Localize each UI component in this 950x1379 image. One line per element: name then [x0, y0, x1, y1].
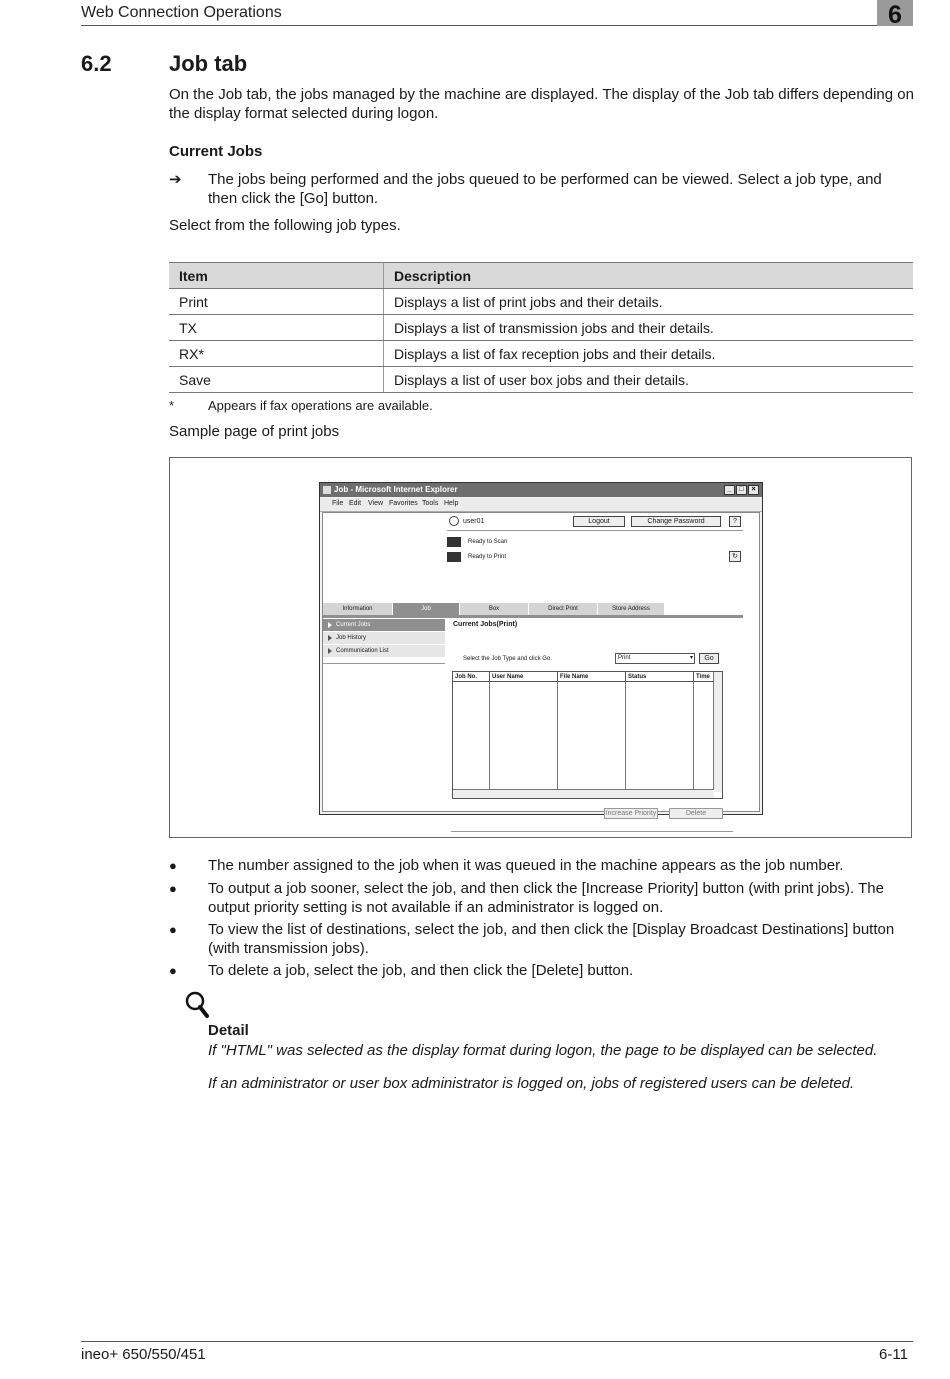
grid-header-job-no: Job No.: [453, 672, 490, 682]
table-cell-item: RX*: [169, 341, 384, 367]
browser-title-bar: [320, 483, 762, 497]
section-title: Job tab: [169, 51, 248, 76]
header-rule: [81, 25, 877, 26]
table-row: [169, 289, 913, 315]
detail-heading: Detail: [208, 1022, 249, 1039]
table-cell-description: Displays a list of print jobs and their details.: [384, 289, 914, 315]
current-jobs-heading: Current Jobs: [169, 143, 263, 160]
bullet-icon: ●: [169, 922, 177, 937]
detail-paragraph: If "HTML" was selected as the display format during logon, the page to be displayed can be selected.: [208, 1042, 878, 1059]
arrow-icon: ➔: [169, 171, 182, 188]
menu-view: View: [368, 500, 384, 507]
grid-header-status: Status: [626, 672, 694, 682]
grid-header-user-name: User Name: [490, 672, 558, 682]
divider: [447, 530, 743, 531]
table-header-item: Item: [169, 263, 384, 289]
printer-icon: [447, 552, 461, 562]
bullet-text: To output a job sooner, select the job, and then click the [Increase Priority] button (with print jobs). The output priority setting is not available if an administrator is logged on.: [208, 880, 884, 916]
jobs-grid: [452, 671, 723, 799]
menu-favorites: Favorites: [389, 500, 418, 507]
select-label: Select the Job Type and click Go.: [463, 656, 552, 662]
menu-help: Help: [444, 500, 459, 507]
menu-edit: Edit: [349, 500, 362, 507]
tab-direct-print: Direct Print: [529, 603, 598, 615]
tab-store-address: Store Address: [598, 603, 665, 615]
intro-paragraph: On the Job tab, the jobs managed by the machine are displayed. The display of the Job tab differs depending on the display format selected during logon.: [169, 86, 914, 122]
side-item-label: Current Jobs: [336, 622, 371, 628]
close-icon: ×: [748, 485, 759, 495]
menu-tools: Tools: [422, 500, 439, 507]
grid-header-file-name: File Name: [558, 672, 626, 682]
side-item-current-jobs: [323, 619, 445, 632]
grid-header-time: Time: [694, 672, 714, 682]
minimize-icon: _: [724, 485, 735, 495]
bullet-text: The number assigned to the job when it was queued in the machine appears as the job number.: [208, 857, 844, 874]
job-type-select: [615, 653, 695, 664]
increase-priority-button: Increase Priority: [605, 810, 657, 817]
side-item-communication-list: [323, 645, 445, 658]
job-types-table: [169, 262, 913, 393]
divider: [323, 663, 445, 664]
scanner-icon: [447, 537, 461, 547]
sample-caption: Sample page of print jobs: [169, 423, 340, 440]
horizontal-scrollbar: [453, 789, 714, 798]
user-name: user01: [463, 518, 485, 525]
footnote-mark: *: [169, 398, 175, 413]
grid-column-line: [557, 682, 558, 792]
page-number: 6-11: [879, 1346, 908, 1363]
table-row: [169, 367, 913, 393]
job-type-select-value: Print: [618, 655, 631, 661]
bullet-icon: ●: [169, 963, 177, 978]
grid-column-line: [489, 682, 490, 792]
divider: [451, 831, 733, 832]
bullet-text: To view the list of destinations, select the job, and then click the [Display Broadcast Destinations] button (with transmission jobs).: [208, 921, 895, 957]
job-types-lead: Select from the following job types.: [169, 217, 401, 234]
go-button: Go: [699, 653, 719, 664]
table-row: [169, 315, 913, 341]
chevron-down-icon: ▾: [689, 655, 693, 661]
table-header-description: Description: [384, 263, 914, 289]
maximize-icon: □: [736, 485, 747, 495]
user-icon: [449, 516, 459, 526]
chapter-number: 6: [888, 1, 902, 29]
bullet-text: To delete a job, select the job, and then click the [Delete] button.: [208, 962, 634, 979]
browser-page: [322, 512, 760, 817]
table-cell-description: Displays a list of fax reception jobs and their details.: [384, 341, 914, 367]
delete-button: Delete: [669, 808, 723, 819]
side-item-label: Communication List: [336, 648, 389, 654]
side-item-label: Job History: [336, 635, 367, 641]
logout-button: Logout: [573, 516, 625, 527]
tab-information: Information: [323, 603, 393, 615]
bullet-icon: ●: [169, 858, 177, 873]
table-cell-item: Print: [169, 289, 384, 315]
table-cell-item: TX: [169, 315, 384, 341]
grid-column-line: [693, 682, 694, 792]
panel-title: Current Jobs(Print): [453, 621, 518, 628]
footer-model: ineo+ 650/550/451: [81, 1346, 206, 1363]
browser-menu-bar: [320, 498, 762, 512]
tab-job: Job: [393, 603, 460, 615]
browser-window-figure: [319, 482, 763, 815]
tab-underline: [323, 615, 743, 618]
refresh-icon: ↻: [729, 551, 741, 562]
status-print: Ready to Print: [468, 554, 507, 560]
footer-rule: [81, 1341, 913, 1342]
table-row: [169, 341, 913, 367]
change-password-button: Change Password: [631, 516, 721, 527]
tab-bar: [323, 603, 743, 615]
table-cell-item: Save: [169, 367, 384, 393]
grid-column-line: [625, 682, 626, 792]
bullet-icon: ●: [169, 881, 177, 896]
footnote-text: Appears if fax operations are available.: [208, 398, 433, 413]
tab-box: Box: [460, 603, 529, 615]
browser-title: Job - Microsoft Internet Explorer: [334, 485, 458, 494]
side-item-job-history: [323, 632, 445, 645]
instruction-text: The jobs being performed and the jobs queued to be performed can be viewed. Select a job type, and then click the [Go] button.: [208, 171, 882, 207]
vertical-scrollbar: [713, 672, 722, 792]
table-header-row: [169, 263, 913, 289]
menu-file: File: [332, 500, 344, 507]
status-scan: Ready to Scan: [468, 539, 508, 545]
section-number: 6.2: [81, 51, 112, 76]
table-cell-description: Displays a list of transmission jobs and their details.: [384, 315, 914, 341]
running-header-title: Web Connection Operations: [81, 4, 282, 21]
table-cell-description: Displays a list of user box jobs and their details.: [384, 367, 914, 393]
browser-icon: [323, 486, 331, 494]
magnifier-icon: [184, 990, 210, 1020]
detail-paragraph: If an administrator or user box administrator is logged on, jobs of registered users can be deleted.: [208, 1075, 855, 1092]
help-icon: ?: [729, 516, 741, 527]
